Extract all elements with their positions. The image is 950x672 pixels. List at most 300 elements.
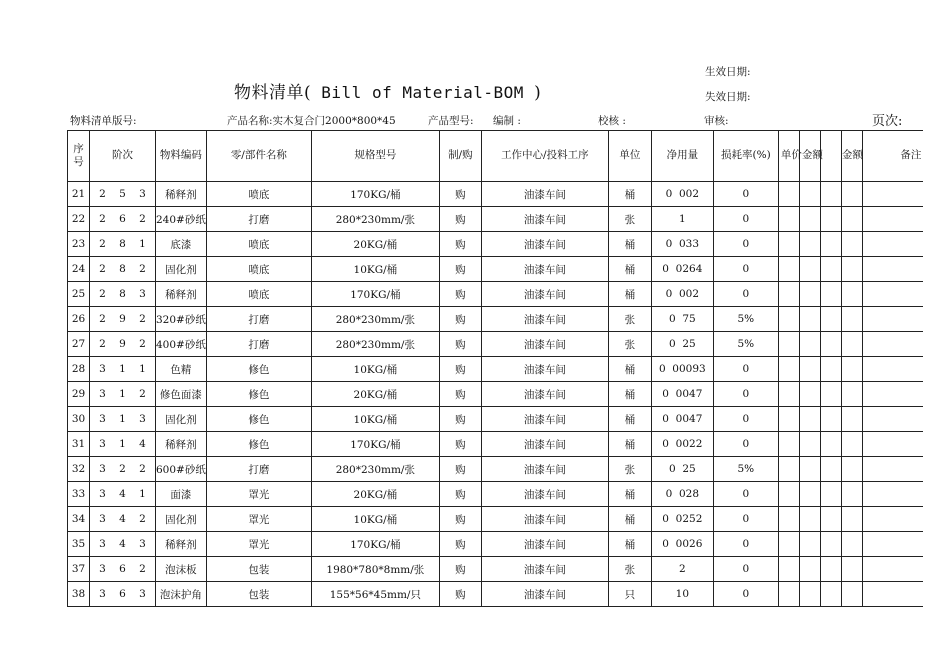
cell-loss-rate: 0 [713,432,778,457]
level-digit: 1 [119,413,126,425]
cell-unit-price [778,432,799,457]
level-digit: 3 [99,438,106,450]
cell-part-name: 罩光 [206,507,311,532]
cell-amount [841,532,862,557]
cell-net-qty: 0 75 [651,307,713,332]
cell-blank-b [820,482,841,507]
col-work-center: 工作中心/投料工序 [481,131,608,182]
cell-spec: 20KG/桶 [311,482,439,507]
table-row [68,307,924,332]
cell-amount [841,182,862,207]
cell-spec: 280*230mm/张 [311,307,439,332]
cell-unit-price [778,382,799,407]
cell-unit-price [778,507,799,532]
cell-seq: 35 [68,532,90,557]
cell-blank-a [799,357,820,382]
cell-blank-b [820,207,841,232]
cell-work-center: 油漆车间 [481,257,608,282]
cell-level [90,257,156,282]
level-digit: 1 [139,488,146,500]
level-digit: 3 [99,588,106,600]
level-digit: 2 [99,288,106,300]
cell-make-buy: 购 [439,307,481,332]
cell-blank-a [799,207,820,232]
cell-make-buy: 购 [439,332,481,357]
cell-seq: 23 [68,232,90,257]
cell-blank-a [799,407,820,432]
cell-work-center: 油漆车间 [481,307,608,332]
cell-spec: 10KG/桶 [311,257,439,282]
level-digit: 6 [119,213,126,225]
level-digit: 2 [99,313,106,325]
cell-remarks [862,432,923,457]
cell-amount [841,507,862,532]
cell-remarks [862,232,923,257]
cell-part-name: 包装 [206,557,311,582]
cell-unit: 张 [608,457,651,482]
cell-net-qty: 1 [651,207,713,232]
cell-level [90,332,156,357]
cell-seq: 26 [68,307,90,332]
bom-version-label: 物料清单版号: [70,115,137,127]
cell-loss-rate: 0 [713,182,778,207]
cell-unit: 张 [608,307,651,332]
cell-spec: 280*230mm/张 [311,457,439,482]
table-row [68,407,924,432]
cell-spec: 170KG/桶 [311,532,439,557]
cell-net-qty: 0 25 [651,457,713,482]
cell-remarks [862,507,923,532]
product-model-label: 产品型号: [428,115,474,127]
table-row [68,557,924,582]
cell-unit-price [778,282,799,307]
reviewed-label: 审核: [704,115,729,127]
cell-blank-b [820,507,841,532]
cell-blank-b [820,332,841,357]
cell-blank-a [799,182,820,207]
cell-material-code: 稀释剂 [156,182,207,207]
cell-remarks [862,382,923,407]
cell-blank-b [820,357,841,382]
level-digit: 4 [139,438,146,450]
cell-make-buy: 购 [439,457,481,482]
cell-part-name: 罩光 [206,482,311,507]
cell-work-center: 油漆车间 [481,282,608,307]
cell-material-code: 稀释剂 [156,532,207,557]
cell-material-code: 240#砂纸 [156,207,207,232]
cell-part-name: 打磨 [206,307,311,332]
cell-spec: 1980*780*8mm/张 [311,557,439,582]
cell-loss-rate: 5% [713,307,778,332]
cell-blank-b [820,257,841,282]
cell-net-qty: 0 25 [651,332,713,357]
cell-blank-a [799,482,820,507]
table-row [68,582,924,607]
cell-make-buy: 购 [439,407,481,432]
cell-unit-price [778,307,799,332]
table-row [68,457,924,482]
cell-make-buy: 购 [439,557,481,582]
table-row [68,482,924,507]
title-cn: 物料清单( [234,83,312,103]
cell-level [90,182,156,207]
cell-work-center: 油漆车间 [481,182,608,207]
document-title [234,78,541,103]
cell-spec: 170KG/桶 [311,182,439,207]
cell-seq: 38 [68,582,90,607]
col-unit-price [778,131,823,182]
cell-spec: 10KG/桶 [311,407,439,432]
cell-work-center: 油漆车间 [481,507,608,532]
cell-material-code: 泡沫板 [156,557,207,582]
cell-spec: 170KG/桶 [311,432,439,457]
cell-material-code: 600#砂纸 [156,457,207,482]
cell-level [90,582,156,607]
cell-make-buy: 购 [439,232,481,257]
cell-work-center: 油漆车间 [481,582,608,607]
level-digit: 2 [119,463,126,475]
cell-seq: 24 [68,257,90,282]
cell-unit: 桶 [608,507,651,532]
cell-part-name: 喷底 [206,257,311,282]
level-digit: 6 [119,563,126,575]
cell-remarks [862,207,923,232]
cell-make-buy: 购 [439,482,481,507]
cell-make-buy: 购 [439,507,481,532]
cell-blank-b [820,532,841,557]
level-digit: 8 [119,288,126,300]
level-digit: 2 [139,388,146,400]
cell-remarks [862,457,923,482]
cell-part-name: 修色 [206,382,311,407]
cell-part-name: 修色 [206,432,311,457]
cell-material-code: 320#砂纸 [156,307,207,332]
cell-material-code: 面漆 [156,482,207,507]
prepared-label: 编制 : [493,115,521,127]
cell-net-qty: 0 0047 [651,407,713,432]
table-row [68,257,924,282]
cell-part-name: 罩光 [206,532,311,557]
cell-level [90,532,156,557]
level-digit: 3 [139,588,146,600]
cell-spec: 280*230mm/张 [311,332,439,357]
cell-blank-b [820,382,841,407]
cell-level [90,557,156,582]
cell-material-code: 固化剂 [156,507,207,532]
cell-unit-price [778,457,799,482]
cell-material-code: 泡沫护角 [156,582,207,607]
cell-seq: 28 [68,357,90,382]
cell-amount [841,382,862,407]
cell-net-qty: 0 0026 [651,532,713,557]
cell-loss-rate: 0 [713,407,778,432]
cell-net-qty: 0 0022 [651,432,713,457]
cell-amount [841,557,862,582]
cell-loss-rate: 0 [713,507,778,532]
cell-blank-a [799,532,820,557]
cell-amount [841,332,862,357]
level-digit: 1 [119,388,126,400]
cell-level [90,207,156,232]
cell-loss-rate: 0 [713,232,778,257]
cell-work-center: 油漆车间 [481,382,608,407]
cell-part-name: 喷底 [206,282,311,307]
level-digit: 1 [119,438,126,450]
cell-loss-rate: 5% [713,457,778,482]
level-digit: 3 [139,413,146,425]
cell-spec: 155*56*45mm/只 [311,582,439,607]
cell-net-qty: 2 [651,557,713,582]
level-digit: 2 [99,238,106,250]
bom-table [67,130,923,607]
level-digit: 2 [99,213,106,225]
cell-remarks [862,582,923,607]
cell-loss-rate: 0 [713,582,778,607]
cell-unit-price [778,232,799,257]
cell-blank-a [799,382,820,407]
cell-material-code: 稀释剂 [156,282,207,307]
cell-seq: 31 [68,432,90,457]
cell-unit: 张 [608,557,651,582]
cell-part-name: 打磨 [206,457,311,482]
cell-work-center: 油漆车间 [481,457,608,482]
level-digit: 2 [99,188,106,200]
cell-seq: 32 [68,457,90,482]
cell-loss-rate: 0 [713,557,778,582]
table-row [68,282,924,307]
level-digit: 3 [99,513,106,525]
cell-level [90,507,156,532]
cell-part-name: 打磨 [206,332,311,357]
level-digit: 5 [119,188,126,200]
cell-spec: 280*230mm/张 [311,207,439,232]
cell-blank-a [799,232,820,257]
cell-seq: 25 [68,282,90,307]
cell-seq: 21 [68,182,90,207]
level-digit: 3 [99,538,106,550]
cell-unit-price [778,582,799,607]
cell-loss-rate: 0 [713,532,778,557]
cell-blank-a [799,307,820,332]
cell-loss-rate: 0 [713,382,778,407]
cell-unit: 只 [608,582,651,607]
cell-make-buy: 购 [439,207,481,232]
col-seq: 序 号 [68,131,90,182]
cell-amount [841,207,862,232]
level-digit: 4 [119,538,126,550]
cell-amount [841,457,862,482]
cell-unit: 桶 [608,182,651,207]
col-make-buy: 制/购 [439,131,481,182]
cell-make-buy: 购 [439,582,481,607]
cell-blank-a [799,282,820,307]
cell-unit: 张 [608,332,651,357]
cell-work-center: 油漆车间 [481,207,608,232]
cell-amount [841,432,862,457]
cell-unit-price [778,182,799,207]
cell-net-qty: 0 028 [651,482,713,507]
col-loss-rate: 损耗率(%) [713,131,778,182]
cell-make-buy: 购 [439,357,481,382]
level-digit: 2 [139,338,146,350]
cell-amount [841,307,862,332]
table-row [68,182,924,207]
table-row [68,232,924,257]
col-net-qty: 净用量 [651,131,713,182]
cell-unit: 桶 [608,257,651,282]
cell-seq: 29 [68,382,90,407]
cell-spec: 10KG/桶 [311,507,439,532]
cell-spec: 10KG/桶 [311,357,439,382]
cell-unit-price [778,532,799,557]
cell-unit: 桶 [608,232,651,257]
cell-spec: 20KG/桶 [311,382,439,407]
cell-make-buy: 购 [439,382,481,407]
cell-blank-a [799,557,820,582]
cell-blank-a [799,257,820,282]
cell-unit: 张 [608,207,651,232]
cell-blank-b [820,432,841,457]
level-digit: 2 [139,213,146,225]
level-digit: 2 [139,513,146,525]
cell-work-center: 油漆车间 [481,432,608,457]
level-digit: 1 [139,238,146,250]
cell-work-center: 油漆车间 [481,232,608,257]
table-row [68,532,924,557]
cell-blank-b [820,182,841,207]
col-level: 阶次 [90,131,156,182]
col-blank-b [820,131,841,182]
cell-material-code: 色精 [156,357,207,382]
cell-level [90,232,156,257]
level-digit: 9 [119,313,126,325]
cell-unit-price [778,207,799,232]
cell-make-buy: 购 [439,432,481,457]
level-digit: 3 [139,288,146,300]
cell-unit: 桶 [608,407,651,432]
cell-unit-price [778,357,799,382]
cell-seq: 33 [68,482,90,507]
cell-part-name: 包装 [206,582,311,607]
cell-part-name: 修色 [206,407,311,432]
cell-loss-rate: 0 [713,357,778,382]
cell-remarks [862,357,923,382]
cell-level [90,407,156,432]
level-digit: 2 [139,463,146,475]
table-row [68,357,924,382]
cell-blank-b [820,407,841,432]
cell-net-qty: 0 0252 [651,507,713,532]
cell-remarks [862,407,923,432]
cell-level [90,307,156,332]
table-row [68,332,924,357]
cell-blank-a [799,582,820,607]
level-digit: 1 [139,363,146,375]
cell-material-code: 固化剂 [156,257,207,282]
cell-material-code: 固化剂 [156,407,207,432]
cell-unit-price [778,407,799,432]
cell-blank-b [820,457,841,482]
cell-amount [841,482,862,507]
cell-work-center: 油漆车间 [481,557,608,582]
level-digit: 2 [99,338,106,350]
level-digit: 3 [139,538,146,550]
effective-date-label: 生效日期: [705,66,751,78]
level-digit: 4 [119,513,126,525]
cell-net-qty: 10 [651,582,713,607]
expiry-date-label: 失效日期: [705,91,751,103]
stray-line-right [294,256,304,257]
cell-remarks [862,257,923,282]
cell-loss-rate: 0 [713,482,778,507]
level-digit: 3 [99,413,106,425]
cell-make-buy: 购 [439,182,481,207]
cell-unit-price [778,332,799,357]
level-digit: 1 [119,363,126,375]
cell-unit-price [778,482,799,507]
cell-level [90,282,156,307]
table-row [68,207,924,232]
cell-loss-rate: 0 [713,257,778,282]
title-close: ) [534,83,542,103]
level-digit: 8 [119,263,126,275]
col-code: 物料编码 [156,131,207,182]
cell-level [90,482,156,507]
level-digit: 2 [139,313,146,325]
page-number-label: 页次: [872,114,903,129]
cell-level [90,432,156,457]
cell-part-name: 修色 [206,357,311,382]
cell-blank-b [820,582,841,607]
cell-blank-b [820,307,841,332]
cell-net-qty: 0 002 [651,182,713,207]
cell-material-code: 稀释剂 [156,432,207,457]
checked-label: 校核 : [598,115,626,127]
level-digit: 6 [119,588,126,600]
cell-unit: 桶 [608,532,651,557]
cell-remarks [862,282,923,307]
cell-amount [841,357,862,382]
level-digit: 2 [139,563,146,575]
cell-blank-a [799,432,820,457]
cell-net-qty: 0 00093 [651,357,713,382]
cell-seq: 30 [68,407,90,432]
cell-part-name: 喷底 [206,182,311,207]
cell-net-qty: 0 033 [651,232,713,257]
cell-work-center: 油漆车间 [481,357,608,382]
col-amount: 金额 [841,131,862,182]
cell-material-code: 底漆 [156,232,207,257]
cell-make-buy: 购 [439,257,481,282]
cell-unit-price [778,257,799,282]
cell-amount [841,232,862,257]
table-row [68,507,924,532]
cell-loss-rate: 0 [713,282,778,307]
cell-blank-b [820,557,841,582]
cell-work-center: 油漆车间 [481,407,608,432]
cell-net-qty: 0 002 [651,282,713,307]
level-digit: 2 [139,263,146,275]
level-digit: 3 [99,488,106,500]
cell-seq: 34 [68,507,90,532]
cell-level [90,357,156,382]
level-digit: 3 [99,363,106,375]
cell-blank-b [820,232,841,257]
cell-material-code: 400#砂纸 [156,332,207,357]
cell-remarks [862,532,923,557]
cell-work-center: 油漆车间 [481,532,608,557]
level-digit: 2 [99,263,106,275]
